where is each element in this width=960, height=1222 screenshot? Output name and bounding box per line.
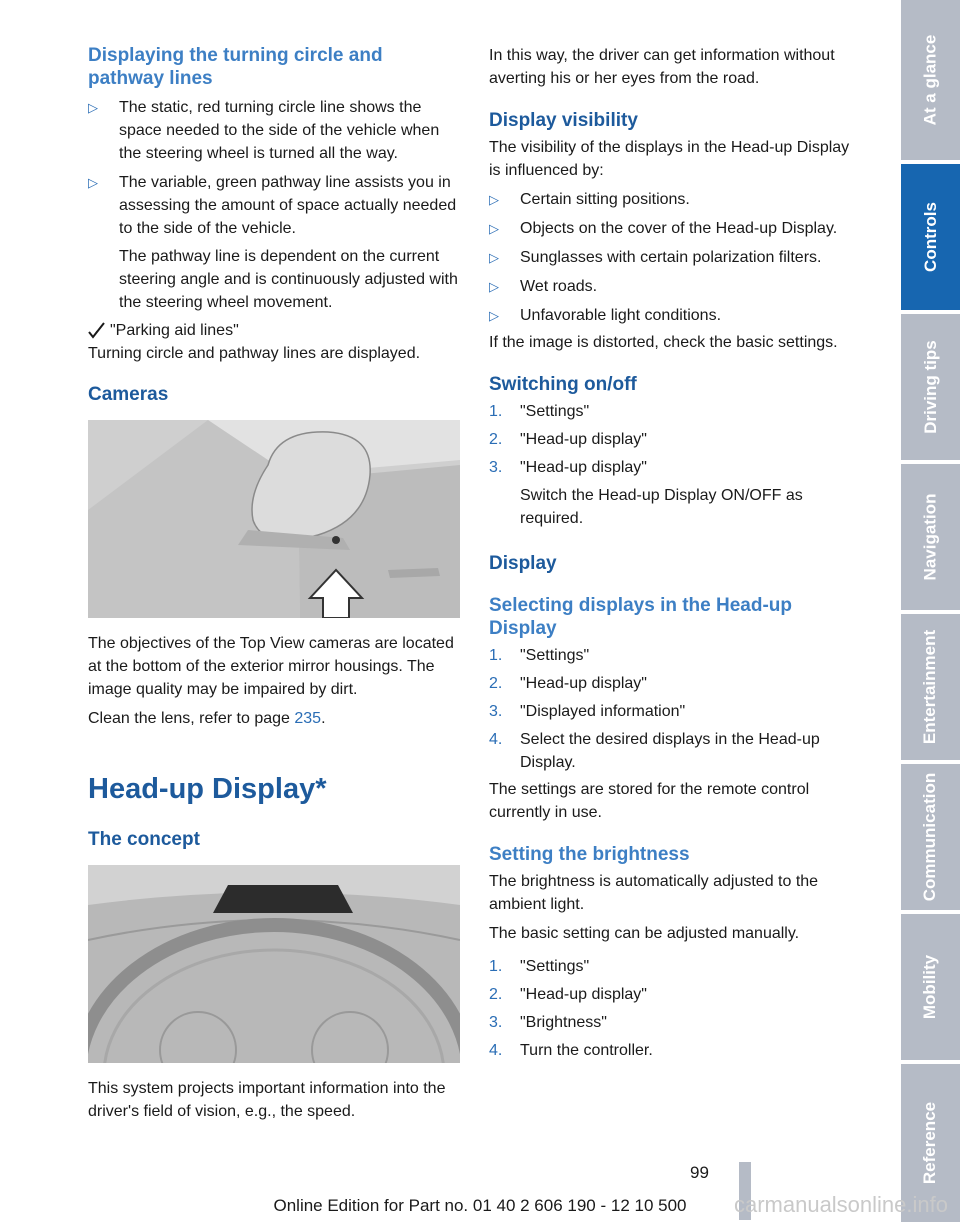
distorted-text: If the image is distorted, check the basic settings.	[489, 334, 838, 351]
triangle-bullet-icon: ▷	[489, 308, 499, 323]
hud-title: Head-up Display*	[88, 773, 327, 805]
visibility-text: The visibility of the displays in the Head-up Display is influenced by:	[489, 139, 850, 179]
concept-heading: The concept	[88, 829, 200, 850]
turning-list	[88, 96, 460, 314]
pathway-note: The pathway line is dependent on the current steering angle and is continuously adjusted with the steering wheel movement.	[119, 248, 458, 311]
watermark: carmanualsonline.info	[733, 1192, 948, 1217]
cameras-heading: Cameras	[88, 384, 169, 405]
list-item: 4. Select the desired displays in the Head-up Display.	[489, 731, 820, 771]
list-item: ▷ Certain sitting positions.	[489, 188, 861, 211]
parking-aid-label: "Parking aid lines"	[110, 322, 239, 339]
visibility-heading: Display visibility	[489, 110, 638, 131]
tab-driving-tips[interactable]: Driving tips	[901, 314, 960, 460]
list-item: 1. "Settings"	[489, 647, 590, 664]
checkmark-icon	[88, 322, 105, 339]
list-item: 2. "Head-up display"	[489, 431, 647, 448]
hud-dashboard-image	[88, 865, 460, 1063]
list-item: 2. "Head-up display"	[489, 675, 647, 692]
visibility-list	[489, 188, 861, 327]
list-item: ▷ The variable, green pathway line assists you in assessing the amount of space actually needed to the side of the vehicle. The pathway line is dependent on the current steering angle and is continuously adjusted with the steering wheel movement.	[88, 171, 460, 314]
list-item: ▷ Objects on the cover of the Head-up Display.	[489, 217, 861, 240]
page-link-235[interactable]: 235	[294, 710, 322, 727]
brightness-text-2: The basic setting can be adjusted manually.	[489, 925, 800, 942]
parking-aid-row	[88, 319, 460, 342]
list-item: ▷ The static, red turning circle line shows the space needed to the side of the vehicle when the steering wheel is turned all the way.	[88, 96, 460, 165]
tab-controls[interactable]: Controls	[901, 164, 960, 310]
clean-lens-text: Clean the lens, refer to page 235.	[88, 710, 326, 727]
list-item: 1. "Settings"	[489, 403, 590, 420]
triangle-bullet-icon: ▷	[489, 192, 499, 207]
left-column	[88, 44, 460, 1123]
mirror-illustration	[88, 420, 460, 618]
parking-aid-result: Turning circle and pathway lines are displayed.	[88, 345, 421, 362]
triangle-bullet-icon: ▷	[489, 221, 499, 236]
brightness-text-1: The brightness is automatically adjusted to the ambient light.	[489, 873, 819, 913]
concept-text: This system projects important information into the driver's field of vision, e.g., the speed.	[88, 1080, 446, 1120]
tab-reference[interactable]: Reference	[901, 1064, 960, 1222]
brightness-heading: Setting the brightness	[489, 844, 690, 865]
selecting-heading: Selecting displays in the Head-up Display	[489, 595, 793, 639]
switch-heading: Switching on/off	[489, 374, 637, 395]
tab-communication[interactable]: Communication	[901, 764, 960, 910]
intro-text: In this way, the driver can get information without averting his or her eyes from the road.	[489, 47, 835, 87]
list-item: ▷ Sunglasses with certain polarization filters.	[489, 246, 861, 269]
camera-mirror-image	[88, 420, 460, 618]
tab-navigation[interactable]: Navigation	[901, 464, 960, 610]
list-item: 2. "Head-up display"	[489, 986, 647, 1003]
triangle-bullet-icon: ▷	[489, 279, 499, 294]
tab-at-a-glance[interactable]: At a glance	[901, 0, 960, 160]
cameras-text: The objectives of the Top View cameras are located at the bottom of the exterior mirror housings. The image quality may be impaired by dirt.	[88, 635, 454, 698]
dashboard-illustration	[88, 865, 460, 1063]
tab-entertainment[interactable]: Entertainment	[901, 614, 960, 760]
selecting-steps	[489, 644, 861, 774]
chapter-sidebar	[901, 0, 960, 1222]
list-item: 3. "Brightness"	[489, 1014, 607, 1031]
right-column	[489, 44, 861, 1062]
triangle-bullet-icon: ▷	[88, 175, 98, 190]
list-item: 3. "Displayed information"	[489, 703, 686, 720]
display-heading: Display	[489, 553, 557, 574]
switch-note: Switch the Head-up Display ON/OFF as required.	[520, 487, 803, 527]
list-item: ▷ Unfavorable light conditions.	[489, 304, 861, 327]
stored-text: The settings are stored for the remote control currently in use.	[489, 781, 810, 821]
brightness-steps	[489, 955, 861, 1062]
triangle-bullet-icon: ▷	[88, 100, 98, 115]
list-item: 3. "Head-up display" Switch the Head-up Display ON/OFF as required.	[489, 456, 861, 530]
list-item: 4. Turn the controller.	[489, 1042, 653, 1059]
page-number: 99	[690, 1163, 709, 1182]
turning-heading: Displaying the turning circle and pathway lines	[88, 45, 383, 89]
list-item: ▷ Wet roads.	[489, 275, 861, 298]
triangle-bullet-icon: ▷	[489, 250, 499, 265]
footer-text: Online Edition for Part no. 01 40 2 606 190 - 12 10 500	[273, 1196, 687, 1215]
list-item: 1. "Settings"	[489, 958, 590, 975]
switch-steps	[489, 400, 861, 530]
tab-mobility[interactable]: Mobility	[901, 914, 960, 1060]
